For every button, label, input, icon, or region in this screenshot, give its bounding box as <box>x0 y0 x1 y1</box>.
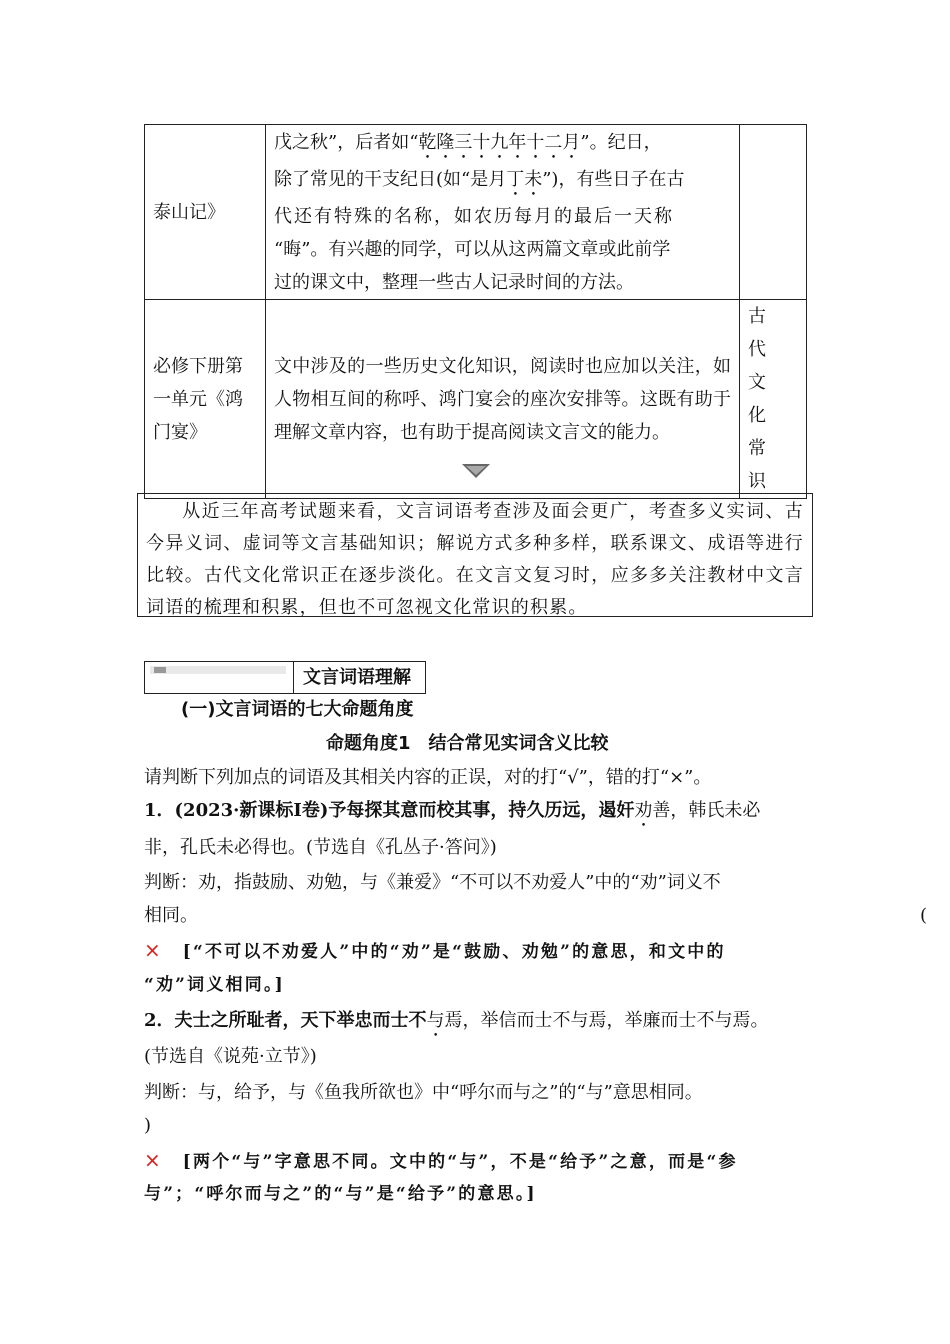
angle-title: 命题角度1 结合常见实词含义比较 <box>326 733 609 754</box>
table-cell-content: 文中涉及的一些历史文化知识，阅读时也应加以关注，如人物相互间的称呼、鸿门宴会的座次安排等。这既有助于理解文章内容，也有助于提高阅读文言文的能力。 <box>266 300 740 499</box>
dotted-text: 与 <box>426 1010 445 1031</box>
text-span: 戊之秋”，后者如“ <box>274 131 419 153</box>
q2-judge-line1: 判断：与，给予，与《鱼我所欲也》中“呼尔而与之”的“与”意思相同。 <box>144 1082 703 1103</box>
tag-mark-icon <box>154 667 166 673</box>
q2-judge-line2: ) <box>144 1115 152 1136</box>
q1-judge-line1: 判断：劝，指鼓励、劝勉，与《兼爱》“不可以不劝爱人”中的“劝”词义不 <box>144 872 721 893</box>
q1-judge-line2: 相同。 <box>144 905 198 926</box>
table-cell-title: 必修下册第一单元《鸿门宴》 <box>145 300 266 499</box>
dotted-text: 劝 <box>634 800 653 821</box>
content-line <box>274 126 731 163</box>
q1-line2: 非，孔氏未必得也。(节选自《孔丛子·答问》) <box>144 837 497 858</box>
chevron-down-icon <box>462 462 490 480</box>
wrong-mark-icon: × <box>144 938 161 962</box>
q1-paren: ( <box>920 905 928 926</box>
section-tag <box>144 661 426 694</box>
table-cell-category: 古代文化常识 <box>740 300 807 499</box>
q1-line1 <box>144 798 760 831</box>
content-line <box>274 163 731 200</box>
text-span: [两个“与”字意思不同。文中的“与”，不是“给予”之意，而是“参 <box>182 1152 738 1172</box>
q1-answer-line2: “劝”词义相同。] <box>144 975 285 995</box>
table-row <box>145 125 807 300</box>
section-tag-title: 文言词语理解 <box>303 667 411 688</box>
text-span: 善，韩氏未必 <box>652 800 761 821</box>
q1-answer-line1 <box>144 937 726 965</box>
text-span: ”)，有些日子在古 <box>542 168 685 190</box>
instruction-text: 请判断下列加点的词语及其相关内容的正误，对的打“√”，错的打“×”。 <box>144 767 712 788</box>
dotted-text: 丁未 <box>506 168 543 190</box>
text-span: 焉，举信而士不与焉，举廉而士不与焉。 <box>444 1010 769 1031</box>
summary-box <box>137 493 813 617</box>
dotted-text: 乾隆三十九年十二月 <box>418 131 581 153</box>
text-span: [“不可以不劝爱人”中的“劝”是“鼓励、劝勉”的意思，和文中的 <box>182 942 726 962</box>
q2-answer-line2: 与”；“呼尔而与之”的“与”是“给予”的意思。] <box>144 1184 537 1204</box>
section-tag-left <box>145 662 294 693</box>
content-line: “晦”。有兴趣的同学，可以从这两篇文章或此前学 <box>274 238 671 260</box>
text-span: 1．(2023·新课标Ⅰ卷)予每探其意而校其事，持久历远，遏奸 <box>144 800 635 821</box>
content-line: 代还有特殊的名称，如农历每月的最后一天称 <box>274 205 674 227</box>
q2-line1 <box>144 1008 769 1041</box>
q2-line2: (节选自《说苑·立节》) <box>144 1046 317 1067</box>
q2-answer-line1 <box>144 1147 738 1175</box>
tag-bar <box>150 666 286 674</box>
content-line: 过的课文中，整理一些古人记录时间的方法。 <box>274 271 634 293</box>
subsection-title: (一)文言词语的七大命题角度 <box>181 699 414 720</box>
text-span: 除了常见的干支纪日(如“是月 <box>274 168 507 190</box>
text-span: 2．夫士之所耻者，天下举忠而士不 <box>144 1010 427 1031</box>
summary-text: 从近三年高考试题来看，文言词语考查涉及面会更广，考查多义实词、古今异义词、虚词等文言基础知识；解说方式多种多样，联系课文、成语等进行比较。古代文化常识正在逐步淡化。在文言文复习时，应多多关注教材中文言词语的梳理和积累，但也不可忽视文化常识的积累。 <box>146 501 804 618</box>
literature-table <box>144 124 807 499</box>
table-cell-content <box>266 125 740 300</box>
table-cell-category <box>740 125 807 300</box>
text-span: ”。纪日， <box>580 131 662 153</box>
wrong-mark-icon: × <box>144 1148 161 1172</box>
table-cell-title: 泰山记》 <box>145 125 266 300</box>
